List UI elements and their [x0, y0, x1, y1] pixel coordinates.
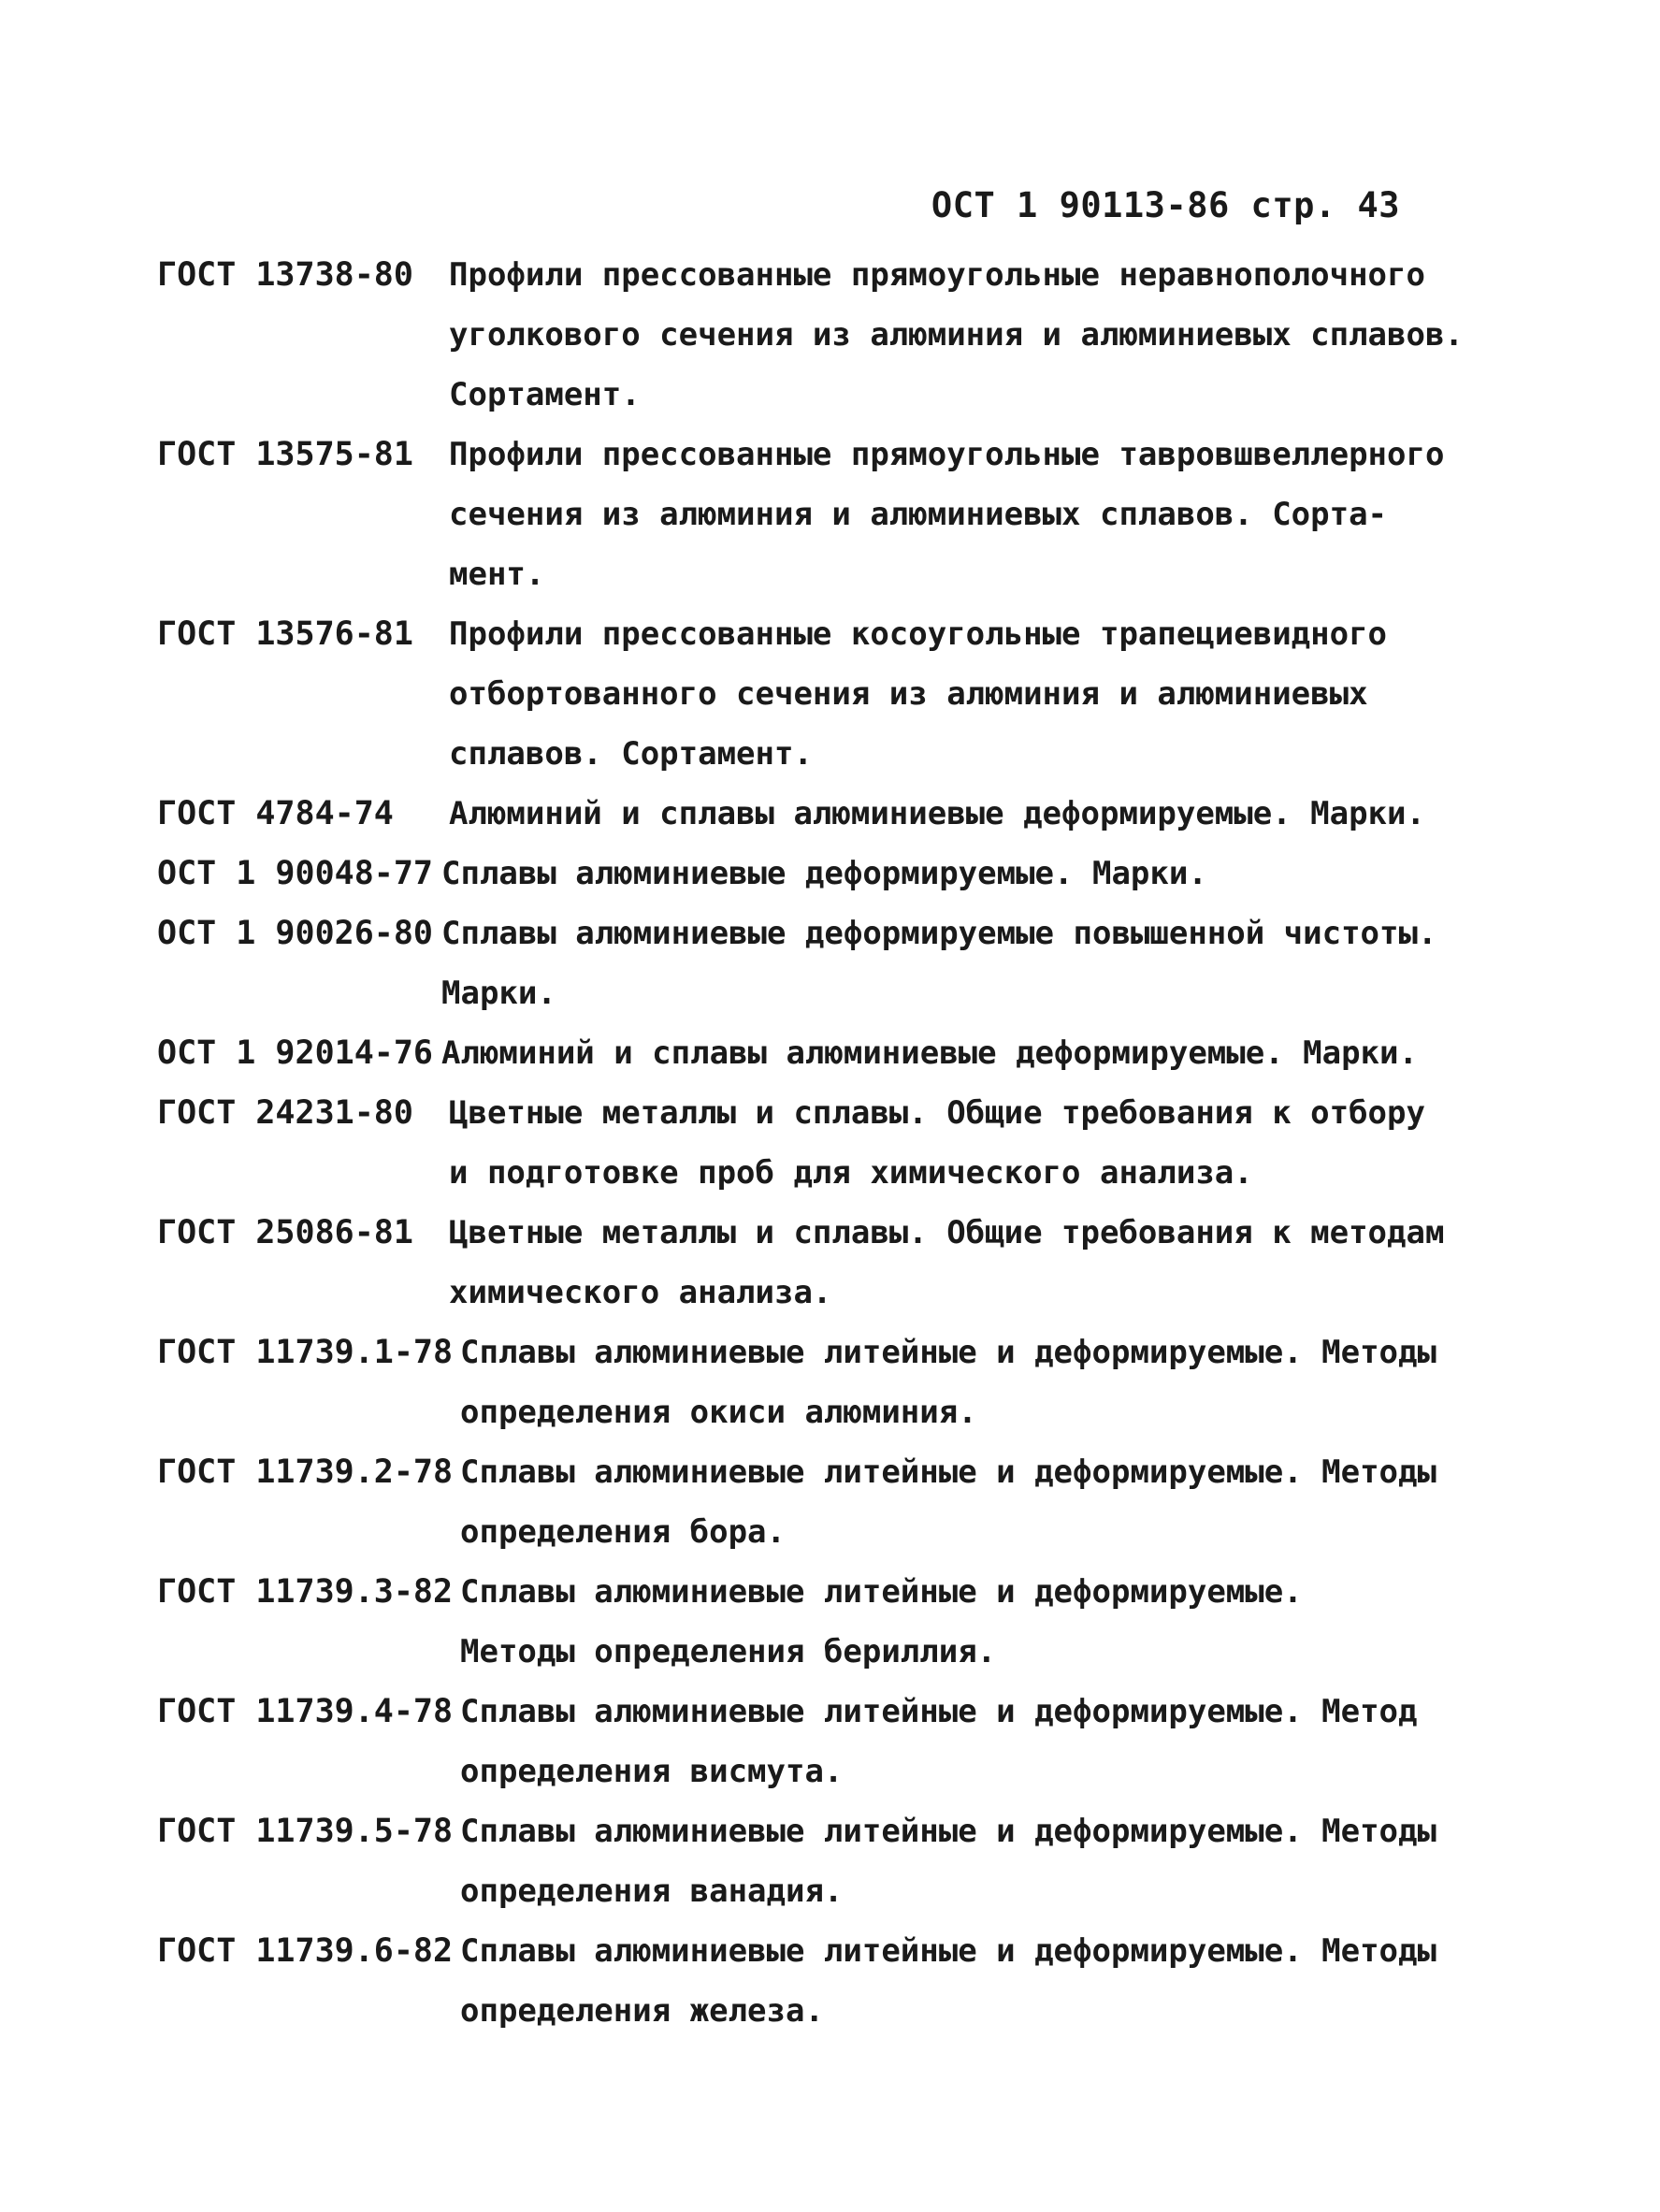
standard-code: ГОСТ 11739.5-78	[157, 1813, 454, 1850]
title-line: определения висмута.	[460, 1753, 844, 1790]
standard-code: ГОСТ 11739.6-82	[157, 1932, 454, 1970]
standards-list	[157, 245, 1464, 2041]
standard-code: ГОСТ 11739.1-78	[157, 1334, 454, 1371]
list-item	[157, 1023, 1418, 1083]
standard-code: ГОСТ 13575-81	[157, 436, 413, 473]
standard-title	[430, 1023, 1418, 1083]
title-line: Сплавы алюминиевые литейные и деформируемые. Методы	[460, 1813, 1436, 1850]
title-line: определения бора.	[460, 1513, 786, 1551]
list-item	[157, 1323, 1436, 1442]
list-item	[157, 1562, 1410, 1682]
list-item	[157, 904, 1437, 1023]
standard-title	[449, 1682, 1418, 1801]
standard-code: ГОСТ 25086-81	[157, 1214, 413, 1251]
standard-code: ГОСТ 13738-80	[157, 256, 413, 294]
title-line: определения окиси алюминия.	[460, 1394, 977, 1431]
list-item	[157, 1442, 1436, 1562]
title-line: определения железа.	[460, 1992, 824, 2030]
standard-code: ГОСТ 11739.4-78	[157, 1693, 454, 1730]
title-line: Сплавы алюминиевые деформируемые повышенной чистоты.	[441, 915, 1437, 952]
page-header: ОСТ 1 90113-86 стр. 43	[931, 185, 1400, 225]
standard-title	[438, 1203, 1444, 1323]
title-line: Цветные металлы и сплавы. Общие требования к отбору	[449, 1094, 1425, 1132]
list-item	[157, 1203, 1445, 1323]
list-item	[157, 1801, 1436, 1921]
standard-code: ГОСТ 24231-80	[157, 1094, 413, 1132]
standard-title	[449, 1801, 1436, 1921]
standard-code: ГОСТ 13576-81	[157, 615, 413, 653]
list-item	[157, 604, 1410, 784]
title-line: определения ванадия.	[460, 1872, 844, 1910]
title-line: мент.	[449, 556, 545, 593]
title-line: Методы определения бериллия.	[460, 1633, 997, 1670]
title-line: Сплавы алюминиевые литейные и деформируемые. Методы	[460, 1334, 1436, 1371]
title-line: Сплавы алюминиевые литейные и деформируемые. Методы	[460, 1453, 1436, 1491]
title-line: Цветные металлы и сплавы. Общие требования к методам	[449, 1214, 1445, 1251]
standard-title	[438, 245, 1464, 425]
title-line: Профили прессованные косоугольные трапециевидного	[449, 615, 1388, 653]
title-line: Сортамент.	[449, 376, 641, 413]
title-line: Алюминий и сплавы алюминиевые деформируемые. Марки.	[449, 795, 1425, 832]
title-line: сечения из алюминия и алюминиевых сплавов. Сорта-	[449, 496, 1388, 533]
title-line: Сплавы алюминиевые литейные и деформируемые. Метод	[460, 1693, 1418, 1730]
standard-code: ГОСТ 4784-74	[157, 795, 394, 832]
title-line: Марки.	[441, 975, 556, 1012]
standard-code: ОСТ 1 90048-77	[157, 855, 434, 892]
title-line: и подготовке проб для химического анализа.	[449, 1154, 1253, 1192]
standard-title	[430, 844, 1410, 904]
title-line: отбортованного сечения из алюминия и алюминиевых	[449, 675, 1368, 713]
standard-title	[449, 1442, 1436, 1562]
title-line: Профили прессованные прямоугольные неравнополочного	[449, 256, 1425, 294]
standard-code: ГОСТ 11739.3-82	[157, 1573, 454, 1611]
title-line: Профили прессованные прямоугольные тавровшвеллерного	[449, 436, 1445, 473]
list-item	[157, 1682, 1418, 1801]
title-line: Сплавы алюминиевые деформируемые. Марки.	[441, 855, 1207, 892]
standard-code: ОСТ 1 92014-76	[157, 1034, 434, 1072]
standard-title	[438, 784, 1425, 844]
list-item	[157, 844, 1410, 904]
standard-title	[438, 1083, 1425, 1203]
list-item	[157, 784, 1425, 844]
standard-title	[449, 1562, 1410, 1682]
title-line: Сплавы алюминиевые литейные и деформируемые.	[460, 1573, 1303, 1611]
list-item	[157, 245, 1464, 425]
list-item	[157, 1921, 1436, 2041]
title-line: Сплавы алюминиевые литейные и деформируемые. Методы	[460, 1932, 1436, 1970]
standard-title	[449, 1323, 1436, 1442]
standard-title	[430, 904, 1436, 1023]
title-line: сплавов. Сортамент.	[449, 735, 813, 773]
title-line: химического анализа.	[449, 1274, 832, 1311]
title-line: уголкового сечения из алюминия и алюминиевых сплавов.	[449, 316, 1464, 354]
list-item	[157, 425, 1445, 604]
standard-title	[449, 1921, 1436, 2041]
standard-title	[438, 425, 1444, 604]
list-item	[157, 1083, 1425, 1203]
standard-code: ОСТ 1 90026-80	[157, 915, 434, 952]
standard-title	[438, 604, 1410, 784]
standard-code: ГОСТ 11739.2-78	[157, 1453, 454, 1491]
title-line: Алюминий и сплавы алюминиевые деформируемые. Марки.	[441, 1034, 1418, 1072]
